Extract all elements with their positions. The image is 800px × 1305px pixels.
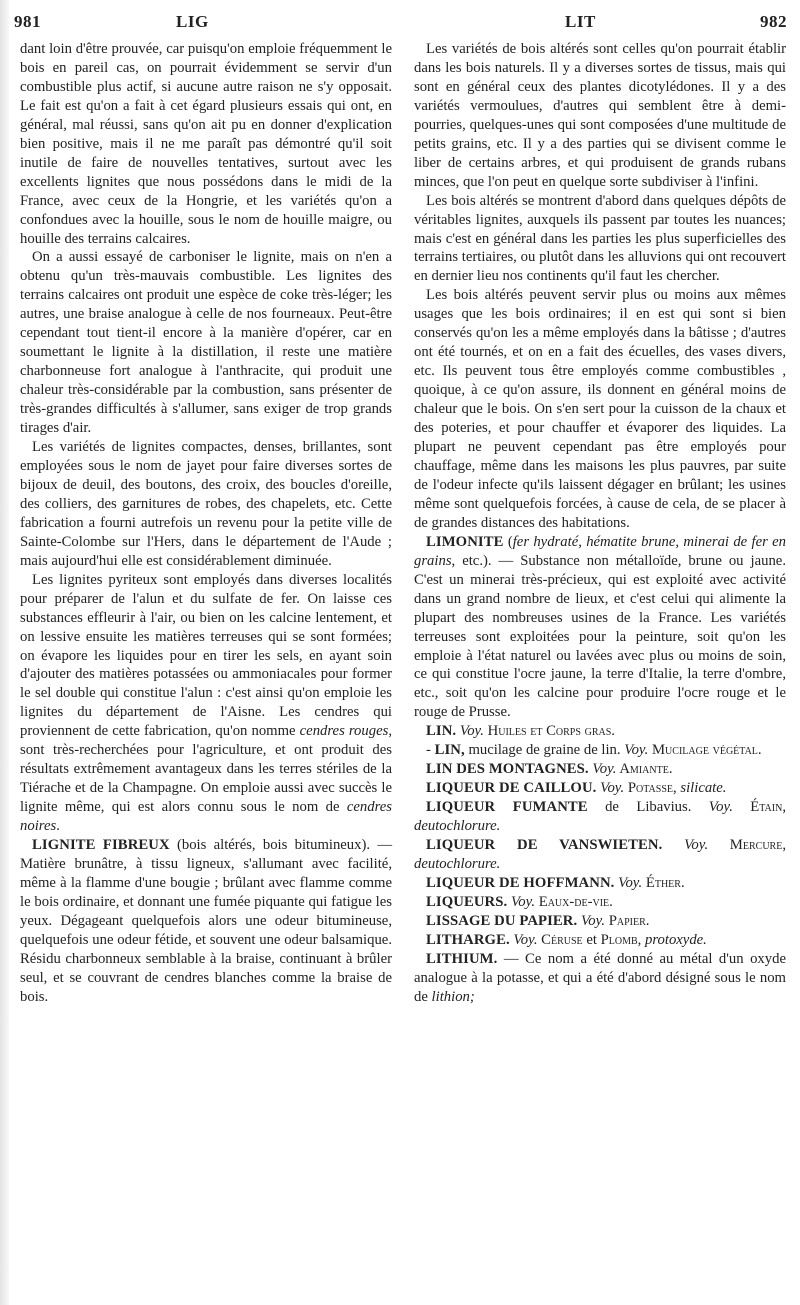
voy-marker: Voy. bbox=[620, 742, 649, 759]
entry-lissage-du-papier bbox=[414, 912, 786, 931]
entry-term: LIN. bbox=[426, 723, 457, 740]
cross-reference: Eaux-de-vie. bbox=[535, 893, 613, 910]
paragraph: Les variétés de lignites compactes, denses, brillantes, sont employées sous le nom de jayet pour faire diverses sortes de bijoux de deuil, des boutons, des croix, des boucles d'oreille, des colliers, des garnitures de robes, des chapelets, etc. Cette fabrication a fourni autrefois un revenu pour la petite ville de Sainte-Colombe sur l'Hers, dans le département de l'Aude ; mais aujourd'hui elle est considérablement diminuée. bbox=[20, 439, 392, 569]
entry-term: LISSAGE DU PAPIER. bbox=[426, 912, 578, 929]
italic-term: cendres noires bbox=[20, 799, 392, 835]
voy-marker: Voy. bbox=[662, 837, 709, 854]
entry-lin-mucilage bbox=[414, 741, 786, 760]
paragraph bbox=[20, 571, 392, 836]
text-run: Les lignites pyriteux sont employés dans diverses localités pour préparer de l'alun et du sulfate de fer. On laisse ces substances effleurir à l'air, ou bien on les calcine lentement, et on lessive ensuite les matières terreuses qui se sont formées; on évapore les liquides pour en tirer les sels, en ayant soin d'ajouter des matières potassées ou ammoniacales pour former le sel double qui constitue l'alun : c'est ainsi qu'on emploie les lignites du département de l'Aisne. Les cendres qui proviennent de cette fabrication, qu'on nomme bbox=[20, 571, 392, 740]
catchword-right: LIT bbox=[565, 12, 596, 31]
entry-liqueurs bbox=[414, 893, 786, 912]
entry-text: de Libavius. bbox=[587, 799, 692, 816]
voy-marker: Voy. bbox=[691, 799, 733, 816]
page-number-right: 982 bbox=[760, 12, 787, 31]
paragraph: Les bois altérés peuvent servir plus ou moins aux mêmes usages que les bois ordinaires; il en est qui sont si bien conservés qu'on les a même employés dans la bâtisse ; d'autres ont été tournés, et on en a fait des écuelles, des vases divers, etc. Ils peuvent tous être employés comme combustibles , quoique, à ce qu'on assure, ils donnent en général moins de chaleur que le bois. On s'en sert pour la cuisson de la chaux et des poteries, et pour chauffer et évaporer des liquides. La plupart ne peuvent cependant pas être employés pour chauffage, même dans les maisons les plus pauvres, par suite de l'odeur infecte qu'ils laissent dégager en brûlant; les usines même sont quelquefois forcées, à cause de cela, de se placer à de grandes distances des habitations. bbox=[414, 287, 786, 531]
cross-reference: Huiles et Corps gras. bbox=[483, 723, 615, 740]
entry-term: LITHARGE. bbox=[426, 931, 510, 948]
entry-term: LIQUEUR DE VANSWIETEN. bbox=[426, 837, 663, 854]
entry-term: LIQUEUR FUMANTE bbox=[426, 799, 588, 816]
cross-reference: Plomb, bbox=[596, 931, 642, 948]
italic-term: protoxyde. bbox=[641, 931, 707, 948]
entry-liqueur-fumante bbox=[414, 798, 786, 836]
cross-reference: Potasse, bbox=[624, 780, 677, 797]
italic-term: lithion; bbox=[431, 988, 475, 1005]
cross-reference: Céruse bbox=[537, 931, 583, 948]
entry-text: , etc.). — Substance non métalloïde, brune ou jaune. C'est un minerai très-précieux, qui est exploité avec activité dans un grand nombre de lieux, et c'est celui qui alimente la plupart des nombreuses usines de la France. Les variétés terreuses sont exploitées pour la peinture, soit qu'on les emploie à l'état naturel ou lavées avec plus ou moins de soin, ce qui constitue l'ocre jaune, la terre d'Italie, la terre d'ombre, etc., soit qu'on les calcine pour produire l'ocre rouge et le rouge de Prusse. bbox=[414, 552, 786, 721]
left-column bbox=[20, 40, 392, 1295]
binding-gutter bbox=[0, 0, 9, 1305]
text-run: , sont très-recherchées pour l'agriculture, et ont produit des résultats extrêmement avantageux dans les terres stériles de la Tiérache et de la Champagne. On emploie aussi avec succès le lignite même, qui est alors connu sous le nom de bbox=[20, 723, 392, 816]
italic-term: cendres rouges bbox=[299, 723, 389, 740]
paragraph: Les variétés de bois altérés sont celles qu'on pourrait établir dans les bois naturels. Il y a diverses sortes de tissus, mais qui sont en général ceux des plantes dicotylédones. Il y a des variétés vermoulues, d'autres qui semblent être à demi-pourries, quelques-unes qui sont composées d'une multitude de petits grains, etc. Il y a des parties qui se divisent comme le liber de certains arbres, et qui produisent de grands rubans minces, que l'on peut en quelque sorte subdiviser à l'infini. bbox=[414, 41, 786, 190]
entry-limonite bbox=[414, 533, 786, 723]
entry-text: — Ce nom a été donné au métal d'un oxyde analogue à la potasse, et qui a été d'abord désigné sous le nom de bbox=[414, 950, 786, 1005]
entry-term: LIMONITE bbox=[426, 533, 504, 550]
cross-reference: Mucilage végétal. bbox=[648, 742, 762, 759]
entry-liqueur-de-vanswieten bbox=[414, 836, 786, 874]
italic-term: silicate. bbox=[676, 780, 727, 797]
italic-term: deutochlorure. bbox=[414, 818, 501, 835]
entry-lignite-fibreux bbox=[20, 836, 392, 1007]
catchword-left: LIG bbox=[176, 12, 209, 31]
cross-reference: Amiante. bbox=[616, 761, 673, 778]
voy-marker: Voy. bbox=[509, 931, 538, 948]
entry-term: LIGNITE FIBREUX bbox=[32, 837, 170, 854]
right-column bbox=[414, 40, 786, 1295]
page-header bbox=[0, 12, 800, 36]
text-run: . bbox=[56, 818, 60, 835]
entry-lithium bbox=[414, 950, 786, 1007]
cross-reference: Mercure, bbox=[708, 837, 786, 854]
paragraph: On a aussi essayé de carboniser le lignite, mais on n'en a obtenu qu'un très-mauvais combustible. Les lignites des terrains calcaires ont produit une espèce de coke très-léger; les autres, une braise analogue à celle de nos fourneaux. Peut-être cependant tout tient-il encore à la manière d'opérer, car en soumettant le lignite à la distillation, il reste une matière charbonneuse fort analogue à l'anthracite, qui produit une chaleur très-considérable par la combustion, sans présenter de très-grandes difficultés à s'allumer, sans exiger de trop grands tirages d'air. bbox=[20, 249, 392, 437]
entry-term: LIQUEUR DE CAILLOU. bbox=[426, 780, 597, 797]
entry-term: LIQUEURS. bbox=[426, 893, 508, 910]
cross-reference: Étain, bbox=[732, 799, 787, 816]
entry-liqueur-de-hoffmann bbox=[414, 874, 786, 893]
entry-lin bbox=[414, 722, 786, 741]
voy-marker: Voy. bbox=[588, 761, 617, 778]
text-run: ( bbox=[503, 533, 513, 550]
voy-marker: Voy. bbox=[596, 780, 625, 797]
entry-term: LIN, bbox=[434, 742, 465, 759]
italic-synonyms: fer hydraté, hématite brune, minerai de fer en grains bbox=[414, 533, 786, 569]
page-number-left: 981 bbox=[14, 12, 41, 31]
entry-term: LIN DES MONTAGNES. bbox=[426, 761, 589, 778]
cross-reference: Éther. bbox=[642, 874, 685, 891]
voy-marker: Voy. bbox=[577, 912, 606, 929]
cross-reference: Papier. bbox=[605, 912, 650, 929]
paragraph: Les bois altérés se montrent d'abord dans quelques dépôts de véritables lignites, auxquels ils passent par toutes les nuances; mais c'est en général dans les parties les plus superficielles des terrains tertiaires, ou plutôt dans les alluvions qui ont recouvert en dernier lieu nos continents qu'il faut les chercher. bbox=[414, 192, 786, 285]
entry-text: mucilage de graine de lin. bbox=[464, 742, 621, 759]
entry-term: LITHIUM. bbox=[426, 950, 498, 967]
text-run: - bbox=[426, 742, 435, 759]
entry-text: (bois altérés, bois bitumineux). — Matière brunâtre, à tissu ligneux, s'allumant avec facilité, même à la flamme d'une bougie ; brûlant avec flamme comme le bois ordinaire, et donnant une fumée piquante qui fatigue les yeux. Dégageant quelquefois alors une odeur bitumineuse, quelquefois une odeur fétide, et souvent une odeur balsamique. Résidu charbonneux semblable à la braise, continuant à brûler seul, et se couvrant de cendres blanches comme la braise de bois. bbox=[20, 837, 393, 1005]
voy-marker: Voy. bbox=[507, 893, 536, 910]
paragraph: dant loin d'être prouvée, car puisqu'on emploie fréquemment le bois en pareil cas, on pourrait évidemment se servir d'un combustible plus actif, si aucune autre raison ne s'y opposait. Le fait est qu'on a fait à cet égard plusieurs essais qui ont, en général, mal réussi, sans qu'on ait pu en donner d'explication bien positive, mais il ne me paraît pas démontré qu'il soit inutile de faire de nouvelles tentatives, surtout avec les excellents lignites que nous possédons dans le midi de la France, avec ceux de la Hongrie, et les variétés qu'on a confondues avec la houille, sous le nom de houille maigre, ou houille des terrains calcaires. bbox=[20, 41, 392, 247]
entry-term: LIQUEUR DE HOFFMANN. bbox=[426, 874, 615, 891]
entry-liqueur-de-caillou bbox=[414, 779, 786, 798]
text-run: et bbox=[582, 931, 597, 948]
voy-marker: Voy. bbox=[614, 874, 643, 891]
entry-litharge bbox=[414, 931, 786, 950]
entry-lin-des-montagnes bbox=[414, 760, 786, 779]
italic-term: deutochlorure. bbox=[414, 855, 501, 872]
voy-marker: Voy. bbox=[456, 723, 484, 740]
